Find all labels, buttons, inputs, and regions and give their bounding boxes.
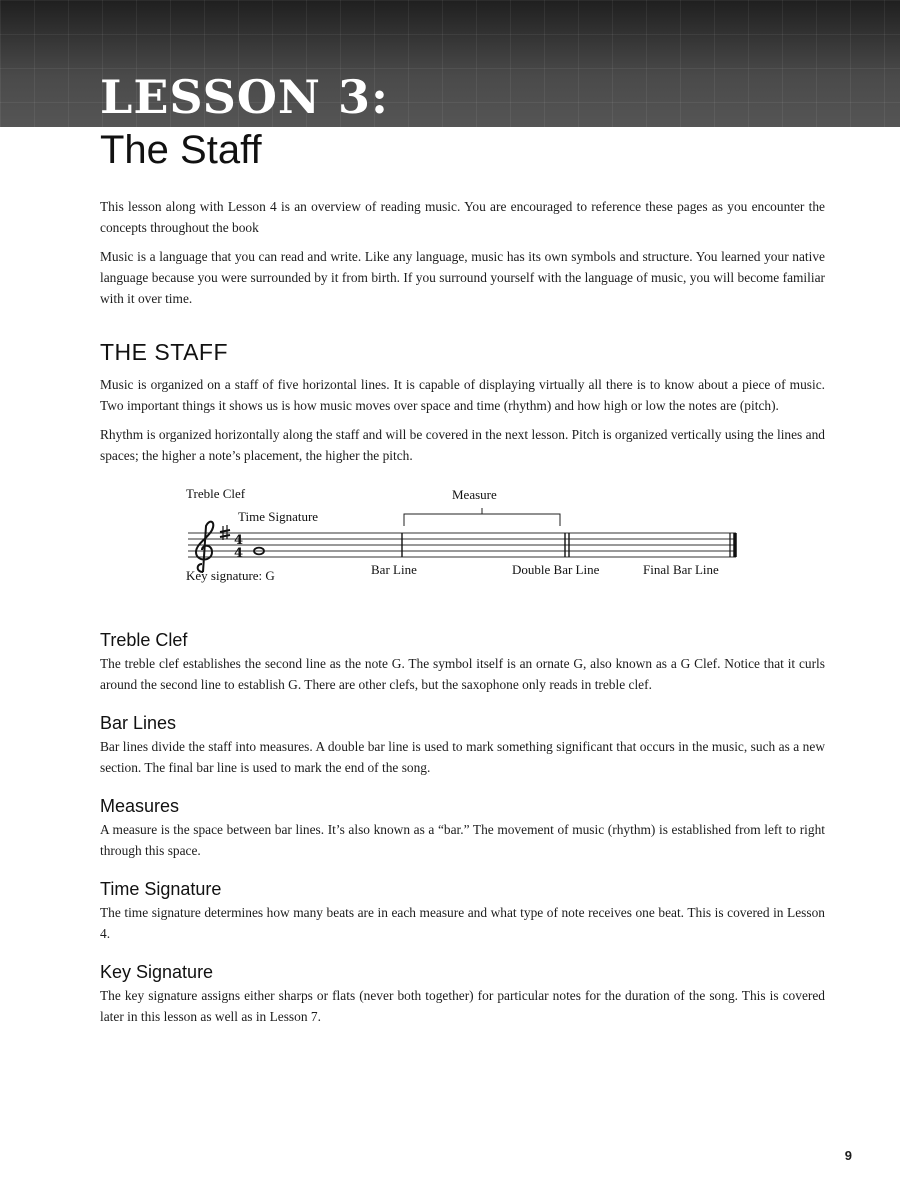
- label-double-bar-line: Double Bar Line: [512, 562, 600, 577]
- time-signature-bottom: 4: [234, 546, 244, 561]
- label-final-bar-line: Final Bar Line: [643, 562, 719, 577]
- page-number: 9: [844, 1148, 852, 1163]
- subsection-heading: Time Signature: [100, 879, 222, 899]
- subsection-heading: Measures: [100, 796, 180, 816]
- subsection-heading: Key Signature: [100, 962, 214, 982]
- staff-diagram-svg: [100, 474, 825, 610]
- subsection-text: Bar lines divide the staff into measures. A double bar line is used to mark something significant that occurs in the music, such as a new section. The final bar line is used to mark the end of the song.: [100, 739, 825, 775]
- subsection-text: A measure is the space between bar lines. It’s also known as a “bar.” The movement of music (rhythm) is established from left to right through this space.: [100, 822, 825, 858]
- subsection-key-signature: [100, 962, 825, 1027]
- staff-lines: [188, 533, 736, 557]
- subsection-treble-clef: [100, 630, 825, 695]
- subsection-heading: Treble Clef: [100, 630, 188, 650]
- lesson-number: LESSON 3:: [100, 70, 389, 124]
- staff-paragraph-2: Rhythm is organized horizontally along the staff and will be covered in the next lesson. Pitch is organized vertically using the lines and spaces; the higher a note’s placement, the higher the pitch.: [100, 427, 825, 463]
- measure-bracket: [404, 508, 560, 526]
- intro-paragraph-2: Music is a language that you can read and write. Like any language, music has its own symbols and structure. You learned your native language because you were surrounded by it from birth. If you surround yourself with the language of music, you will become familiar with it over time.: [100, 249, 825, 306]
- subsection-time-signature: [100, 879, 825, 944]
- label-time-signature: Time Signature: [238, 509, 319, 524]
- label-measure: Measure: [452, 487, 497, 502]
- staff-section-heading: THE STAFF: [100, 339, 229, 365]
- time-signature-top: 4: [234, 533, 244, 548]
- subsection-text: The key signature assigns either sharps or flats (never both together) for particular notes for the duration of the song. This is covered later in this lesson as well as in Lesson 7.: [100, 988, 825, 1024]
- intro-paragraph-1: This lesson along with Lesson 4 is an overview of reading music. You are encouraged to reference these pages as you encounter the concepts throughout the book: [100, 199, 825, 235]
- staff-paragraph-1: Music is organized on a staff of five horizontal lines. It is capable of displaying virtually all there is to know about a piece of music. Two important things it shows us is how music moves over space and time (rhythm) and how high or low the notes are (pitch).: [100, 377, 825, 413]
- lesson-title: The Staff: [100, 128, 262, 172]
- treble-clef-icon: [196, 522, 213, 572]
- subsection-text: The time signature determines how many beats are in each measure and what type of note receives one beat. This is covered in Lesson 4.: [100, 905, 825, 941]
- label-treble-clef: Treble Clef: [186, 486, 246, 501]
- subsection-bar-lines: [100, 713, 825, 778]
- label-bar-line: Bar Line: [371, 562, 417, 577]
- subsection-heading: Bar Lines: [100, 713, 177, 733]
- staff-diagram: [100, 474, 825, 610]
- page-content: [100, 196, 825, 1045]
- subsection-measures: [100, 796, 825, 861]
- subsection-text: The treble clef establishes the second line as the note G. The symbol itself is an ornate G, also known as a G Clef. Notice that it curls around the second line to establish G. There are other clefs, but the saxophone only reads in treble clef.: [100, 656, 825, 692]
- label-key-signature: Key signature: G: [186, 568, 275, 583]
